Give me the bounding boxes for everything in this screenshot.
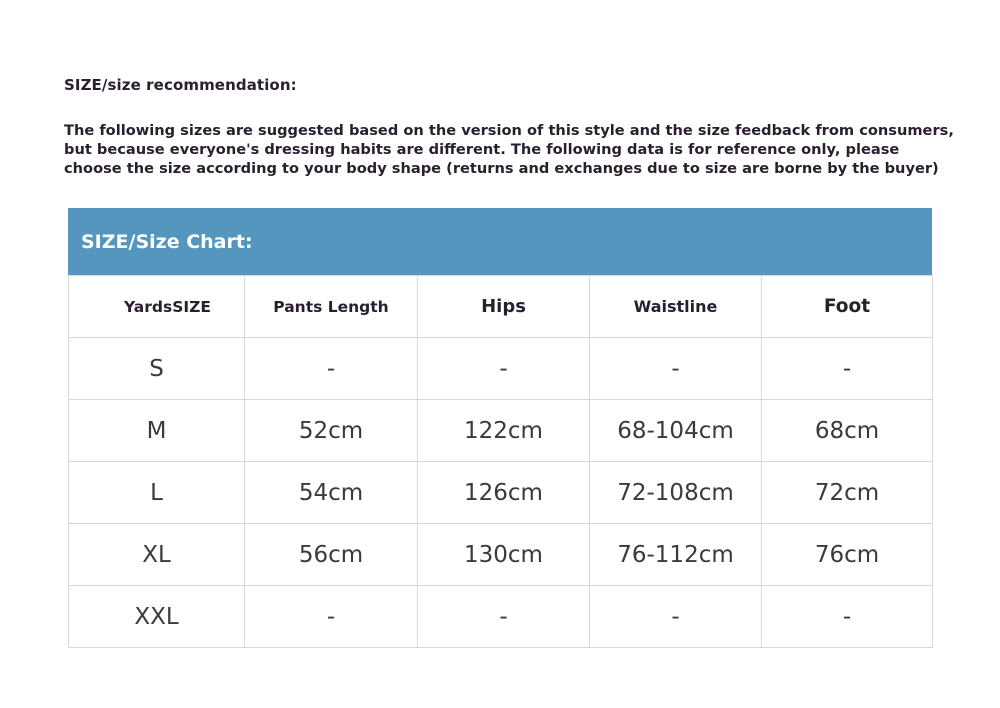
column-header-foot: Foot	[762, 276, 933, 338]
table-row	[69, 462, 933, 524]
waistline-cell: 76-112cm	[590, 524, 762, 586]
size-cell: M	[69, 400, 245, 462]
hips-cell: 126cm	[418, 462, 590, 524]
foot-cell: 72cm	[762, 462, 933, 524]
column-header-pants-length: Pants Length	[245, 276, 418, 338]
pants-length-cell: 54cm	[245, 462, 418, 524]
foot-cell: 76cm	[762, 524, 933, 586]
pants-length-cell: -	[245, 338, 418, 400]
table-row	[69, 586, 933, 648]
waistline-cell: -	[590, 586, 762, 648]
page-heading: SIZE/size recommendation:	[64, 76, 297, 94]
size-cell: L	[69, 462, 245, 524]
pants-length-cell: -	[245, 586, 418, 648]
table-row	[69, 338, 933, 400]
foot-cell: -	[762, 586, 933, 648]
hips-cell: -	[418, 586, 590, 648]
size-cell: XL	[69, 524, 245, 586]
pants-length-cell: 52cm	[245, 400, 418, 462]
column-header-waistline: Waistline	[590, 276, 762, 338]
intro-text	[64, 121, 964, 178]
table-row	[69, 400, 933, 462]
size-cell: S	[69, 338, 245, 400]
intro-line: choose the size according to your body shape (returns and exchanges due to size are borne by the buyer)	[64, 160, 939, 177]
foot-cell: 68cm	[762, 400, 933, 462]
intro-line: but because everyone's dressing habits are different. The following data is for reference only, please	[64, 141, 900, 158]
waistline-cell: 72-108cm	[590, 462, 762, 524]
size-cell: XXL	[69, 586, 245, 648]
hips-cell: -	[418, 338, 590, 400]
column-header-size: YardsSIZE	[69, 276, 245, 338]
table-row	[69, 524, 933, 586]
size-table	[68, 275, 933, 648]
hips-cell: 130cm	[418, 524, 590, 586]
pants-length-cell: 56cm	[245, 524, 418, 586]
size-chart-title: SIZE/Size Chart:	[68, 208, 932, 275]
size-chart	[68, 208, 932, 648]
waistline-cell: -	[590, 338, 762, 400]
waistline-cell: 68-104cm	[590, 400, 762, 462]
column-header-hips: Hips	[418, 276, 590, 338]
intro-line: The following sizes are suggested based on the version of this style and the size feedback from consumers,	[64, 122, 954, 139]
foot-cell: -	[762, 338, 933, 400]
table-header-row	[69, 276, 933, 338]
hips-cell: 122cm	[418, 400, 590, 462]
